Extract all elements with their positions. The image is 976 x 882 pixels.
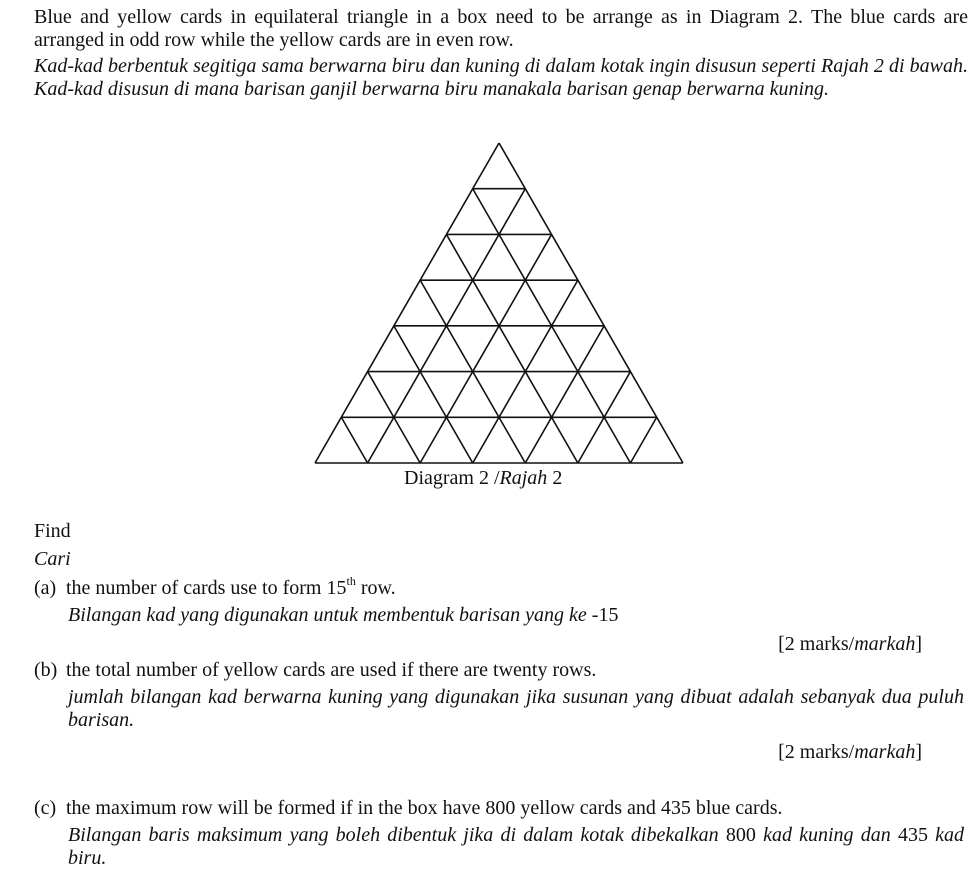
question-c-label: (c) — [34, 797, 57, 819]
diagonal-line — [315, 143, 499, 463]
question-b-translation: jumlah bilangan kad berwarna kuning yang digunakan jika susunan yang dibuat adalah sebanyak dua puluh barisan. — [68, 686, 964, 731]
caption-number: 2 — [547, 467, 563, 489]
find-label-malay: Cari — [34, 548, 71, 570]
diagonal-line — [420, 234, 551, 463]
question-a-translation-italic: Bilangan kad yang digunakan untuk membentuk barisan yang ke — [68, 604, 587, 626]
question-b-text: the total number of yellow cards are used if there are twenty rows. — [66, 659, 597, 681]
find-label-english: Find — [34, 520, 71, 542]
diagonal-line — [525, 326, 604, 463]
diagonal-line — [341, 417, 367, 463]
question-a-marks-italic: markah — [854, 633, 916, 655]
question-c-translation-part2: kad kuning dan — [763, 824, 891, 846]
question-a-label: (a) — [34, 577, 57, 599]
question-a-marks-close: ] — [915, 633, 922, 655]
question-b-marks-italic: markah — [854, 741, 916, 763]
question-c-text: the maximum row will be formed if in the box have 800 yellow cards and 435 blue cards. — [66, 797, 783, 819]
question-c-translation-number1: 800 — [718, 824, 764, 846]
question-c-translation-part3: kad biru. — [68, 824, 965, 869]
diagonal-line — [394, 326, 473, 463]
diagonal-line — [446, 234, 577, 463]
triangle-grid — [315, 143, 683, 463]
diagram-caption — [404, 467, 562, 490]
question-b-marks-plain: [2 marks/ — [778, 741, 855, 763]
question-b-marks — [778, 741, 922, 764]
question-b-label: (b) — [34, 659, 58, 681]
question-a-text-before: the number of cards use to form 15 — [66, 577, 347, 599]
intro-english: Blue and yellow cards in equilateral triangle in a box need to be arrange as in Diagram 2. The blue cards are arranged in odd row while the yellow cards are in even row. — [34, 6, 968, 51]
diagonal-line — [630, 417, 656, 463]
diagonal-line — [499, 143, 683, 463]
question-a-superscript: th — [346, 574, 356, 588]
triangle-diagram — [300, 130, 700, 470]
question-b-marks-close: ] — [915, 741, 922, 763]
question-a-marks — [778, 633, 922, 656]
intro-malay: Kad-kad berbentuk segitiga sama berwarna biru dan kuning di dalam kotak ingin disusun seperti Rajah 2 di bawah. Kad-kad disusun di mana barisan ganjil berwarna biru manakala barisan genap berwarna kuning. — [34, 55, 968, 100]
question-a-marks-plain: [2 marks/ — [778, 633, 855, 655]
caption-main: Diagram 2 / — [404, 467, 500, 489]
question-a-text — [66, 574, 964, 600]
question-c-translation-part1: Bilangan baris maksimum yang boleh dibentuk jika di dalam kotak dibekalkan — [68, 824, 719, 846]
question-c-translation — [68, 824, 964, 870]
question-a-translation-number: -15 — [586, 604, 619, 626]
question-a-text-after: row. — [355, 577, 396, 599]
caption-italic: Rajah — [499, 467, 548, 489]
question-a-translation — [68, 604, 964, 627]
question-c-translation-number2: 435 — [890, 824, 936, 846]
